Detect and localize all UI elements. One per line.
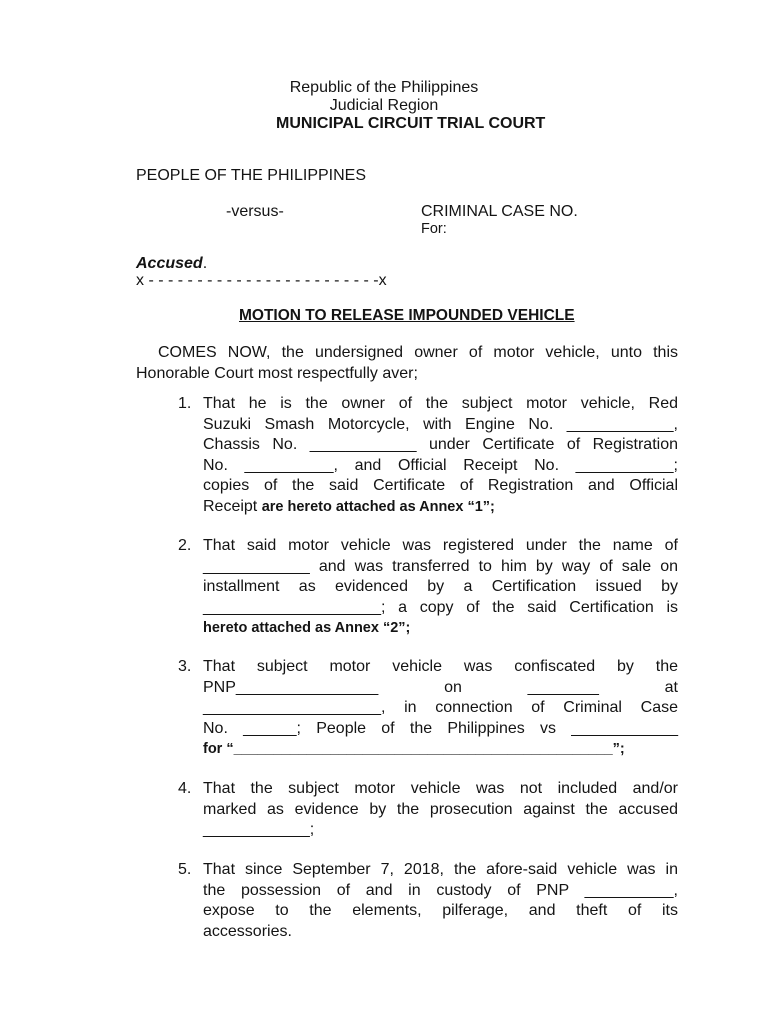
caption-for-label: For:	[421, 221, 447, 237]
item-line-last: accessories.	[203, 922, 292, 940]
item-line: That he is the owner of the subject motor vehicle, Red	[203, 395, 678, 412]
item-line: Suzuki Smash Motorcycle, with Engine No. ____________,	[203, 415, 678, 433]
item-line-plain: Receipt	[203, 497, 262, 515]
caption-versus: -versus-	[226, 203, 284, 220]
item-number: 5.	[178, 861, 192, 878]
item-line: marked as evidence by the prosecution against the accused	[203, 800, 678, 818]
item-number: 4.	[178, 780, 192, 797]
item-line: expose to the elements, pilferage, and theft of its	[203, 902, 678, 919]
item-for-line	[203, 739, 678, 760]
item-line: copies of the said Certificate of Registration and Official	[203, 477, 678, 494]
annex-reference: hereto attached as Annex “2”;	[203, 620, 411, 636]
caption-case-number: CRIMINAL CASE NO.	[421, 203, 578, 220]
header-republic: Republic of the Philippines	[289, 79, 479, 96]
item-line-last	[203, 497, 678, 518]
item-line: ____________________, in connection of Criminal Case	[203, 699, 678, 716]
item-number: 1.	[178, 395, 192, 412]
header-judicial-region: Judicial Region	[329, 97, 439, 114]
item-line: No. __________, and Official Receipt No. ___________;	[203, 456, 678, 474]
for-suffix: ”;	[612, 741, 625, 757]
accused-label: Accused	[136, 255, 203, 272]
intro-line-1: COMES NOW, the undersigned owner of motor vehicle, unto this	[158, 344, 678, 361]
item-number: 3.	[178, 658, 192, 675]
item-line: the possession of and in custody of PNP __________,	[203, 881, 678, 899]
item-line: installment as evidenced by a Certification issued by	[203, 578, 678, 595]
item-line-last: ____________;	[203, 821, 315, 838]
annex-reference: are hereto attached as Annex “1”;	[261, 498, 495, 515]
caption-plaintiff: PEOPLE OF THE PHILIPPINES	[136, 167, 366, 184]
item-number: 2.	[178, 537, 192, 554]
item-line: PNP________________ on ________ at	[203, 678, 678, 696]
item-line: That subject motor vehicle was confiscated by the	[203, 658, 678, 675]
item-line: ____________________; a copy of the said Certification is	[203, 598, 678, 616]
caption-separator: x - - - - - - - - - - - - - - - - - - - - - - - -x	[136, 272, 387, 289]
item-text	[203, 536, 678, 639]
item-text	[203, 657, 678, 760]
item-text	[203, 860, 678, 942]
item-text	[203, 394, 678, 517]
intro-paragraph	[136, 343, 678, 384]
item-line: That since September 7, 2018, the afore-said vehicle was in	[203, 861, 678, 878]
header-court-name: MUNICIPAL CIRCUIT TRIAL COURT	[276, 115, 546, 132]
for-prefix: for “	[203, 741, 234, 757]
item-line: That said motor vehicle was registered under the name of	[203, 537, 678, 554]
item-text	[203, 779, 678, 841]
item-line: That the subject motor vehicle was not included and/or	[203, 780, 678, 797]
for-blank: _______________________________________________	[233, 741, 613, 757]
item-line: No. ______; People of the Philippines vs ____________	[203, 719, 678, 737]
item-line: Chassis No. ____________ under Certificate of Registration	[203, 436, 678, 453]
document-title: MOTION TO RELEASE IMPOUNDED VEHICLE	[239, 307, 575, 324]
accused-period: .	[202, 255, 208, 272]
item-line: ____________ and was transferred to him by way of sale on	[203, 557, 678, 575]
intro-line-2: Honorable Court most respectfully aver;	[136, 364, 418, 382]
